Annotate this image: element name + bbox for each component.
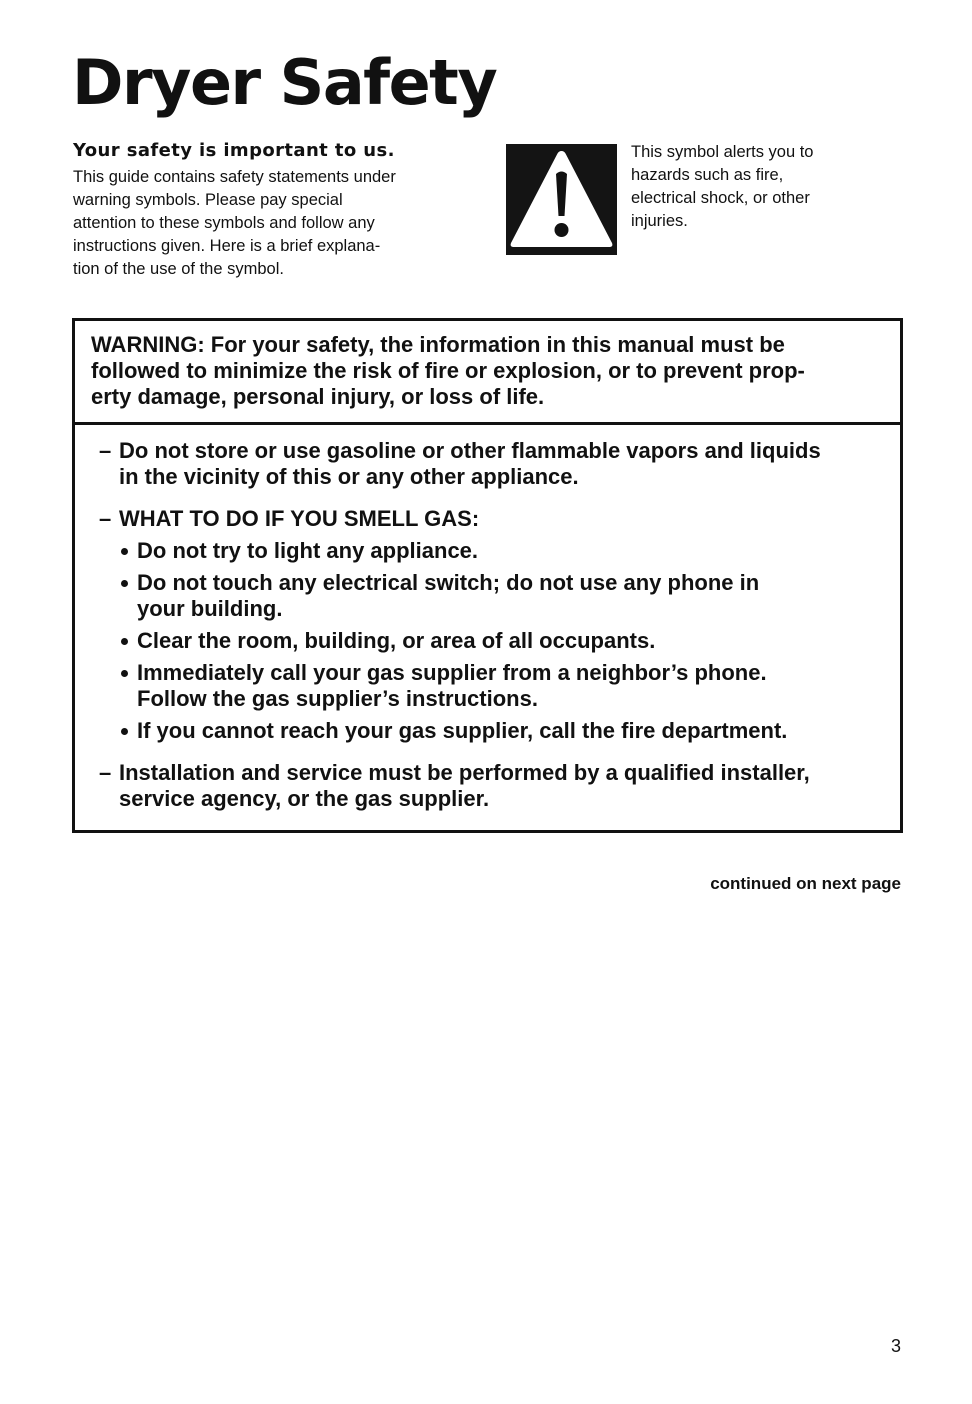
- intro-line: This guide contains safety statements under: [73, 168, 396, 186]
- bullet-icon: [121, 580, 128, 587]
- list-item-line: Clear the room, building, or area of all occupants.: [137, 628, 656, 653]
- dash-marker: –: [99, 760, 112, 785]
- list-item-line: your building.: [137, 596, 283, 621]
- symbol-line: injuries.: [631, 212, 688, 230]
- list-item-line: Do not try to light any appliance.: [137, 538, 479, 563]
- warning-item-smell-gas: [99, 506, 886, 744]
- warning-item-line: Installation and service must be performed by a qualified installer,: [119, 760, 810, 785]
- warning-header: [75, 321, 900, 425]
- page-title: Dryer Safety: [72, 46, 497, 119]
- intro-line: attention to these symbols and follow any: [73, 214, 375, 232]
- symbol-line: hazards such as fire,: [631, 166, 784, 184]
- warning-item-flammables: [99, 438, 886, 490]
- intro-line: instructions given. Here is a brief explana-: [73, 237, 381, 255]
- list-item-line: Follow the gas supplier’s instructions.: [137, 686, 538, 711]
- dash-marker: –: [99, 506, 112, 531]
- smell-gas-heading: WHAT TO DO IF YOU SMELL GAS:: [119, 506, 480, 531]
- bullet-icon: [121, 548, 128, 555]
- bullet-icon: [121, 670, 128, 677]
- list-item-line: Do not touch any electrical switch; do not use any phone in: [137, 570, 760, 595]
- intro-line: warning symbols. Please pay special: [73, 191, 343, 209]
- warning-header-line: erty damage, personal injury, or loss of life.: [91, 384, 545, 409]
- intro-heading: Your safety is important to us.: [73, 140, 395, 161]
- list-item: [119, 660, 886, 712]
- warning-item-line: service agency, or the gas supplier.: [119, 786, 490, 811]
- list-item: [119, 538, 886, 564]
- warning-item-line: Do not store or use gasoline or other flammable vapors and liquids: [119, 438, 821, 463]
- intro-text: [73, 166, 483, 281]
- symbol-line: electrical shock, or other: [631, 189, 810, 207]
- warning-header-line: WARNING: For your safety, the information in this manual must be: [91, 332, 785, 357]
- list-item-line: If you cannot reach your gas supplier, call the fire department.: [137, 718, 788, 743]
- warning-item-installation: [99, 760, 886, 812]
- list-item: [119, 718, 886, 744]
- warning-body: [75, 425, 900, 830]
- continued-note: continued on next page: [710, 874, 901, 893]
- page-number: 3: [890, 1336, 901, 1356]
- warning-triangle-icon: [506, 144, 617, 255]
- intro-line: tion of the use of the symbol.: [73, 260, 284, 278]
- warning-item-line: in the vicinity of this or any other appliance.: [119, 464, 579, 489]
- intro-section: [73, 140, 483, 281]
- smell-gas-steps: [119, 538, 886, 744]
- list-item: [119, 570, 886, 622]
- warning-header-line: followed to minimize the risk of fire or explosion, or to prevent prop-: [91, 358, 805, 383]
- symbol-description: [631, 141, 901, 233]
- list-item: [119, 628, 886, 654]
- list-item-line: Immediately call your gas supplier from a neighbor’s phone.: [137, 660, 767, 685]
- dash-marker: –: [99, 438, 112, 463]
- warning-box: [72, 318, 903, 833]
- symbol-line: This symbol alerts you to: [631, 143, 814, 161]
- bullet-icon: [121, 638, 128, 645]
- safety-alert-symbol: [506, 144, 617, 255]
- bullet-icon: [121, 728, 128, 735]
